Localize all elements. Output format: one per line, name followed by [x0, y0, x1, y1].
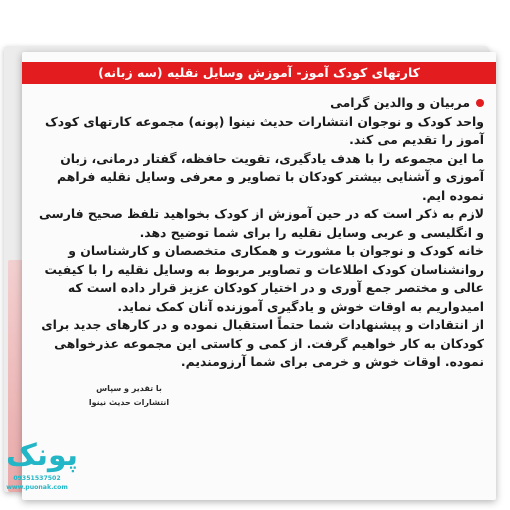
- paragraph-goal: ما این مجموعه را با هدف یادگیری، تقویت حافظه، گفتار درمانی، زبان آموزی و آشنایی بیشتر کودکان با تصاویر و معرفی وسایل نقلیه فراهم نموده ایم.: [57, 150, 484, 203]
- logo-phone: 09351537502: [13, 475, 61, 482]
- signature-thanks: با تقدیر و سپاس: [96, 384, 162, 393]
- paragraph-intro: واحد کودک و نوجوان انتشارات حدیث نینوا (پونه) مجموعه کارتهای کودک آموز را تقدیم می کند.: [45, 113, 484, 147]
- signature: [64, 382, 194, 410]
- bullet-icon: [476, 99, 484, 107]
- signature-publisher: انتشارات حدیث نینوا: [88, 398, 170, 407]
- card-title: کارتهای کودک آموز- آموزش وسایل نقلیه (سه زبانه): [22, 62, 496, 84]
- logo-website: www.puonak.com: [6, 484, 68, 491]
- paragraph-feedback: از انتقادات و پیشنهادات شما حتماً استقبال نموده و در کارهای جدید برای کودکان به کار خواهیم گرفت. از کمی و کاستی این مجموعه عذرخواهی نموده. اوقات خوش و خرمی برای شما آرزومندیم.: [41, 317, 484, 369]
- card-body: [36, 94, 484, 372]
- paragraph-team: خانه کودک و نوجوان با مشورت و همکاری متخصصان و کارشناسان و روانشناسان کودک اطلاعات و تصاویر مربوط به وسایل نقلیه را با کیفیت عالی و مختصر جمع آوری و در اختیار کودکان عزیز قرار داده است که امیدواریم به اوقات خوش و یادگیری آموزنده آنان کمک نماید.: [44, 243, 484, 314]
- logo-mark: پونک: [6, 438, 79, 473]
- greeting: مربیان و والدین گرامی: [330, 95, 470, 110]
- info-card: [22, 52, 496, 500]
- paragraph-pronunciation: لازم به ذکر است که در حین آموزش از کودک بخواهید تلفظ صحیح فارسی و انگلیسی و عربی وسایل نقلیه را برای شما توضیح دهد.: [39, 206, 484, 240]
- greeting-line: [36, 94, 484, 113]
- puonak-logo: [6, 438, 79, 504]
